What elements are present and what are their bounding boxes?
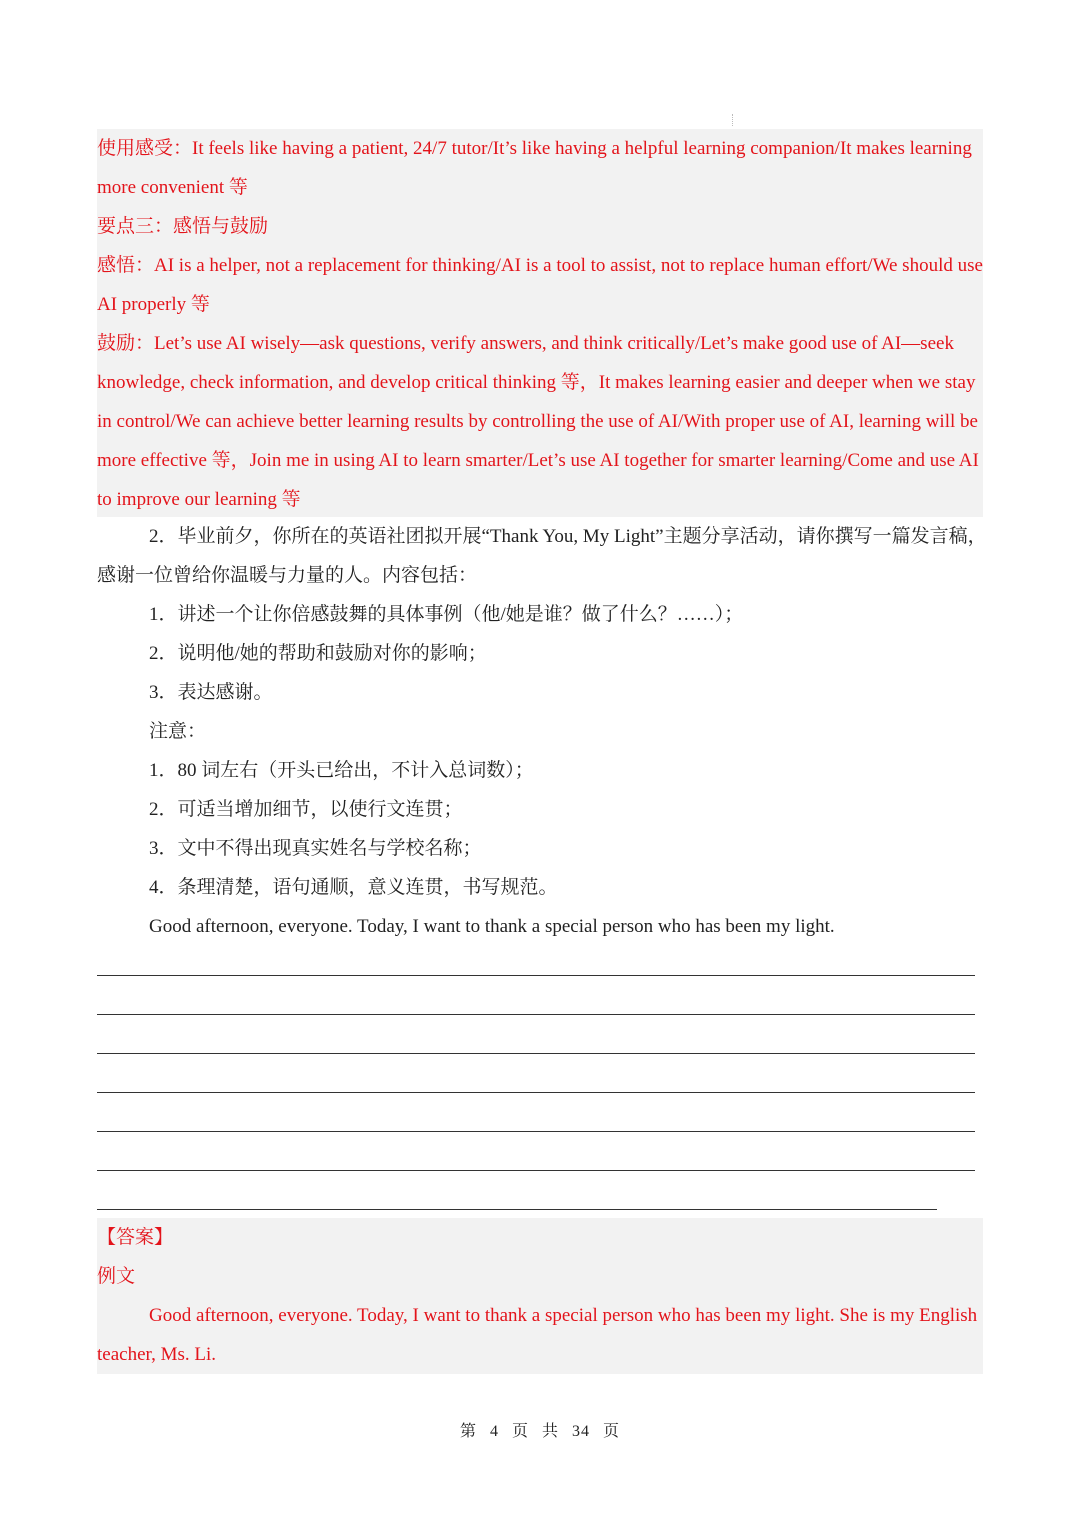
answer-line: AI properly 等	[97, 294, 210, 315]
sample-label: 例文	[97, 1266, 136, 1287]
margin-marker	[732, 114, 737, 126]
footer-gong: 共	[542, 1423, 560, 1440]
note-item: 4．条理清楚，语句通顺，意义连贯，书写规范。	[149, 877, 558, 898]
answer-line: 感悟：AI is a helper, not a replacement for thinking/AI is a tool to assist, not to replace human effort/We should use	[97, 255, 983, 276]
question-intro: 2．毕业前夕，你所在的英语社团拟开展“Thank You, My Light”主题分享活动，请你撰写一篇发言稿，	[149, 526, 987, 547]
current-page-number: 4	[489, 1423, 499, 1440]
note-item: 1．80 词左右（开头已给出，不计入总词数）；	[149, 760, 534, 781]
answer-line: 要点三：感悟与鼓励	[97, 216, 269, 237]
content-item: 2．说明他/她的帮助和鼓励对你的影响；	[149, 643, 487, 664]
answer-line: 鼓励：Let’s use AI wisely—ask questions, verify answers, and think critically/Let’s make good use of AI—seek	[97, 333, 954, 354]
writing-line[interactable]	[97, 1054, 975, 1093]
footer-di: 第	[459, 1423, 477, 1440]
sample-line: teacher, Ms. Li.	[97, 1344, 217, 1365]
sample-line: Good afternoon, everyone. Today, I want to thank a special person who has been my light. She is my English	[149, 1305, 978, 1326]
content-item: 1．讲述一个让你倍感鼓舞的具体事例（他/她是谁？做了什么？……）；	[149, 604, 744, 625]
writing-line[interactable]	[97, 1093, 975, 1132]
answer-line: more convenient 等	[97, 177, 248, 198]
writing-line[interactable]	[97, 1132, 975, 1171]
writing-line[interactable]	[97, 976, 975, 1015]
writing-line[interactable]	[97, 1171, 937, 1210]
page-footer	[0, 1418, 1080, 1441]
answer-line: in control/We can achieve better learning results by controlling the use of AI/With proper use of AI, learning will be	[97, 411, 978, 432]
content-item: 3．表达感谢。	[149, 682, 273, 703]
footer-ye: 页	[603, 1423, 621, 1440]
answer-line: knowledge, check information, and develop critical thinking 等，It makes learning easier and deeper when we stay	[97, 372, 976, 393]
writing-question	[97, 517, 987, 946]
answer-label: 【答案】	[97, 1227, 174, 1248]
note-item: 2．可适当增加细节，以使行文连贯；	[149, 799, 463, 820]
answer-block	[97, 1218, 983, 1374]
answer-line: more effective 等，Join me in using AI to learn smarter/Let’s use AI together for smarter learning/Come and use AI	[97, 450, 979, 471]
question-intro-cont: 感谢一位曾给你温暖与力量的人。内容包括：	[97, 565, 478, 586]
writing-line[interactable]	[97, 1015, 975, 1054]
opening-sentence: Good afternoon, everyone. Today, I want to thank a special person who has been my light.	[149, 916, 835, 937]
note-item: 3．文中不得出现真实姓名与学校名称；	[149, 838, 482, 859]
answer-line: 使用感受：It feels like having a patient, 24/7 tutor/It’s like having a helpful learning companion/It makes learning	[97, 138, 972, 159]
answer-line: to improve our learning 等	[97, 489, 301, 510]
total-pages: 34	[572, 1423, 591, 1440]
writing-lines	[97, 975, 975, 1210]
answer-key-block	[97, 129, 983, 517]
footer-ye: 页	[511, 1423, 529, 1440]
note-label: 注意：	[149, 721, 207, 742]
